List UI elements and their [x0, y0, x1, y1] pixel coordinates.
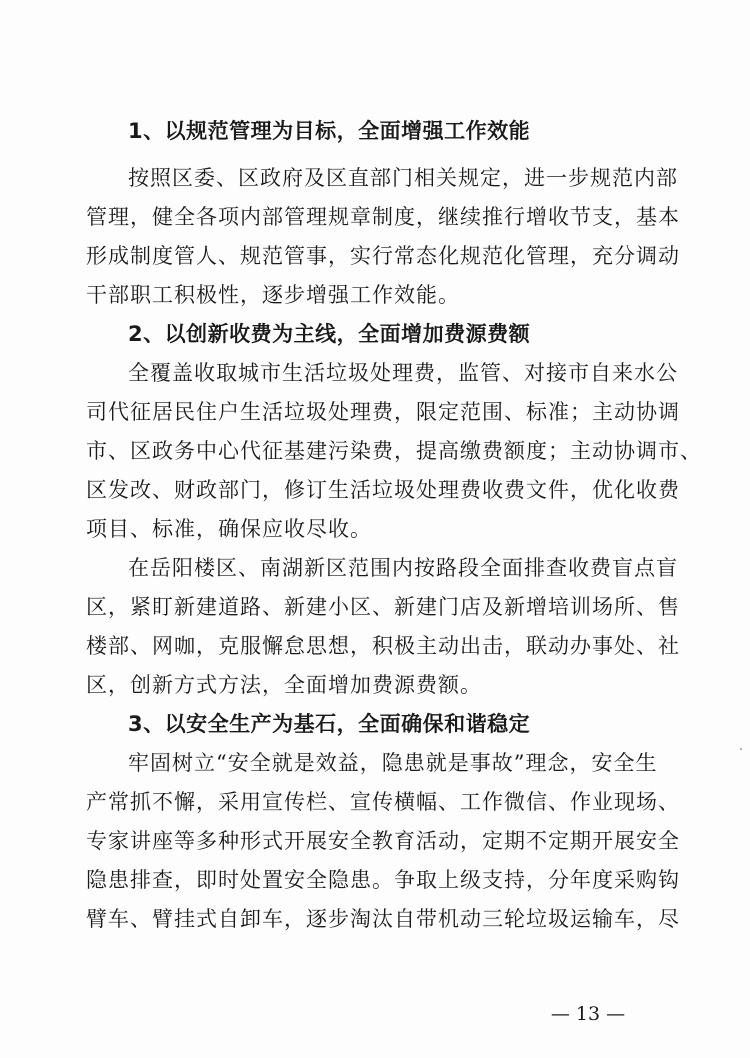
section-1-heading: 1、以规范管理为目标，全面增强工作效能: [128, 119, 531, 143]
section-1-paragraph-1-line-2: 管理，健全各项内部管理规章制度，继续推行增收节支，基本: [86, 205, 680, 229]
section-2-paragraph-2-line-3: 楼部、网咖，克服懈怠思想，积极主动出击，联动办事处、社: [86, 634, 680, 658]
section-2-paragraph-1-line-3: 市、区政务中心代征基建污染费，提高缴费额度；主动协调市、: [86, 439, 702, 463]
section-1-paragraph-1-line-1: 按照区委、区政府及区直部门相关规定，进一步规范内部: [128, 166, 678, 190]
section-2-heading: 2、以创新收费为主线，全面增加费源费额: [128, 322, 531, 346]
section-2-paragraph-1-line-4: 区发改、财政部门，修订生活垃圾处理费收费文件，优化收费: [86, 478, 680, 502]
section-3-paragraph-1-line-2: 产常抓不懈，采用宣传栏、宣传横幅、工作微信、作业现场、: [86, 790, 680, 814]
section-2-paragraph-1-line-1: 全覆盖收取城市生活垃圾处理费，监管、对接市自来水公: [128, 361, 678, 385]
section-1-paragraph-1-line-4: 干部职工积极性，逐步增强工作效能。: [86, 283, 460, 307]
section-2-paragraph-2-line-1: 在岳阳楼区、南湖新区范围内按路段全面排查收费盲点盲: [128, 556, 678, 580]
section-2-paragraph-2-line-2: 区，紧盯新建道路、新建小区、新建门店及新增培训场所、售: [86, 595, 680, 619]
section-3-paragraph-1-line-1: 牢固树立“安全就是效益，隐患就是事故”理念，安全生: [128, 751, 658, 775]
section-3-paragraph-1-line-5: 臂车、臂挂式自卸车，逐步淘汰自带机动三轮垃圾运输车，尽: [86, 907, 680, 931]
section-3-paragraph-1-line-3: 专家讲座等多种形式开展安全教育活动，定期不定期开展安全: [86, 829, 680, 853]
section-2-paragraph-1-line-5: 项目、标准，确保应收尽收。: [86, 517, 372, 541]
section-2-paragraph-2-line-4: 区，创新方式方法，全面增加费源费额。: [86, 673, 482, 697]
section-1-paragraph-1-line-3: 形成制度管人、规范管事，实行常态化规范化管理，充分调动: [86, 244, 680, 268]
section-3-heading: 3、以安全生产为基石，全面确保和谐稳定: [128, 712, 531, 736]
section-2-paragraph-1-line-2: 司代征居民住户生活垃圾处理费，限定范围、标准；主动协调: [86, 400, 680, 424]
section-3-paragraph-1-line-4: 隐患排查，即时处置安全隐患。争取上级支持，分年度采购钩: [86, 868, 680, 892]
scan-speck: [740, 748, 742, 750]
page-number: — 13 —: [550, 1003, 626, 1025]
